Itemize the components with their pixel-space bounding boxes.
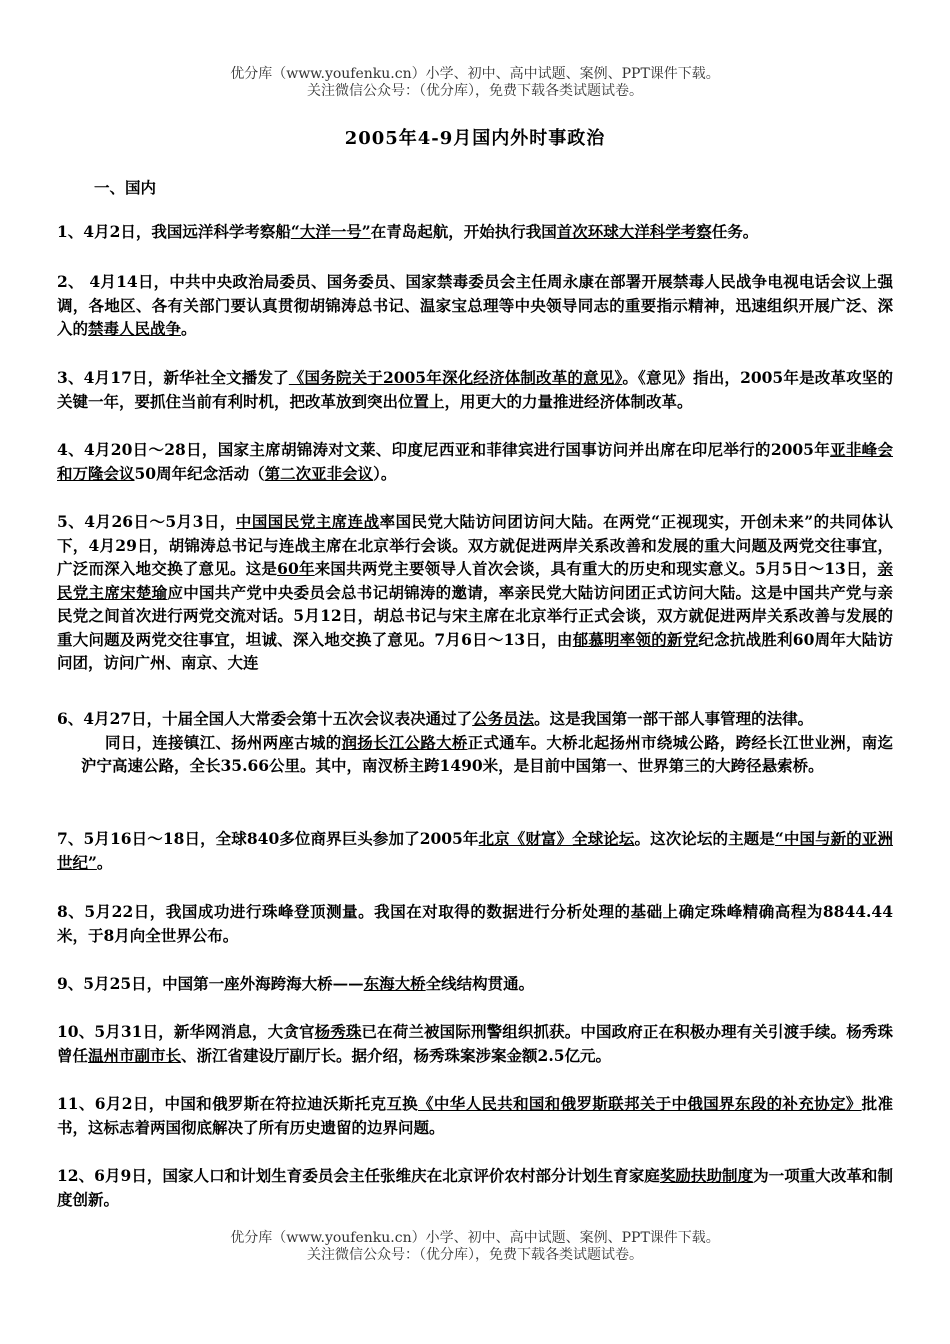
- news-item-4: 4、4月20日～28日，国家主席胡锦涛对文莱、印度尼西亚和菲律宾进行国事访问并出席在印尼举行的2005年亚非峰会和万隆会议50周年纪念活动（第二次亚非会议）。: [57, 440, 893, 483]
- header-line-2: 关注微信公众号：（优分库），免费下载各类试题试卷。: [307, 83, 643, 99]
- page-header: [0, 66, 950, 100]
- news-item-2: 2、 4月14日，中共中央政治局委员、国务委员、国家禁毒委员会主任周永康在部署开展禁毒人民战争电视电话会议上强调，各地区、各有关部门要认真贯彻胡锦涛总书记、温家宝总理等中央领导同志的重要指示精神，迅速组织开展广泛、深入的禁毒人民战争。: [57, 272, 893, 338]
- news-item-6-sub: 同日，连接镇江、扬州两座古城的润扬长江公路大桥正式通车。大桥北起扬州市绕城公路，跨经长江世业洲，南迄沪宁高速公路，全长35.66公里。其中，南汊桥主跨1490米，是目前中国第一、世界第三的大跨径悬索桥。: [81, 732, 893, 775]
- news-item-11: 11、6月2日，中国和俄罗斯在符拉迪沃斯托克互换《中华人民共和国和俄罗斯联邦关于中俄国界东段的补充协定》批准书，这标志着两国彻底解决了所有历史遗留的边界问题。: [57, 1094, 893, 1137]
- news-item-10: 10、5月31日，新华网消息，大贪官杨秀珠已在荷兰被国际刑警组织抓获。中国政府正在积极办理有关引渡手续。杨秀珠曾任温州市副市长、浙江省建设厅副厅长。据介绍，杨秀珠案涉案金额2.5亿元。: [57, 1022, 893, 1065]
- header-line-1: 优分库（www.youfenku.cn）小学、初中、高中试题、案例、PPT课件下载。: [230, 66, 720, 82]
- news-item-1: 1、4月2日，我国远洋科学考察船“大洋一号”在青岛起航，开始执行我国首次环球大洋科学考察任务。: [57, 222, 759, 241]
- news-item-8: 8、5月22日，我国成功进行珠峰登顶测量。我国在对取得的数据进行分析处理的基础上确定珠峰精确高程为8844.44米，于8月向全世界公布。: [57, 902, 893, 945]
- news-item-3: 3、4月17日，新华社全文播发了《国务院关于2005年深化经济体制改革的意见》。《意见》指出，2005年是改革攻坚的关键一年，要抓住当前有利时机，把改革放到突出位置上，用更大的力量推进经济体制改革。: [57, 368, 893, 411]
- news-item-12: 12、6月9日，国家人口和计划生育委员会主任张维庆在北京评价农村部分计划生育家庭奖励扶助制度为一项重大改革和制度创新。: [57, 1166, 893, 1209]
- footer-line-1: 优分库（www.youfenku.cn）小学、初中、高中试题、案例、PPT课件下载。: [230, 1230, 720, 1246]
- news-item-5: 5、4月26日～5月3日，中国国民党主席连战率国民党大陆访问团访问大陆。在两党“正视现实，开创未来”的共同体认下，4月29日，胡锦涛总书记与连战主席在北京举行会谈。双方就促进两岸关系改善和发展的重大问题及两党交往事宜，广泛而深入地交换了意见。这是60年来国共两党主要领导人首次会谈，具有重大的历史和现实意义。5月5日～13日，亲民党主席宋楚瑜应中国共产党中央委员会总书记胡锦涛的邀请，率亲民党大陆访问团正式访问大陆。这是中国共产党与亲民党之间首次进行两党交流对话。5月12日，胡总书记与宋主席在北京举行正式会谈，双方就促进两岸关系改善与发展的重大问题及两党交往事宜，坦诚、深入地交换了意见。7月6日～13日，由郁慕明率领的新党纪念抗战胜利60周年大陆访问团，访问广州、南京、大连: [57, 512, 893, 672]
- page-footer: [0, 1230, 950, 1264]
- news-item-7: 7、5月16日～18日，全球840多位商界巨头参加了2005年北京《财富》全球论坛。这次论坛的主题是“中国与新的亚洲世纪”。: [57, 829, 893, 872]
- news-item-6-main: 6、4月27日，十届全国人大常委会第十五次会议表决通过了公务员法。这是我国第一部干部人事管理的法律。: [57, 709, 814, 728]
- document-title: 2005年4-9月国内外时事政治: [344, 128, 606, 149]
- section-heading: 一、国内: [94, 178, 157, 197]
- footer-line-2: 关注微信公众号：（优分库），免费下载各类试题试卷。: [307, 1247, 643, 1263]
- news-item-9: 9、5月25日，中国第一座外海跨海大桥——东海大桥全线结构贯通。: [57, 974, 535, 993]
- news-item-6: [57, 707, 893, 778]
